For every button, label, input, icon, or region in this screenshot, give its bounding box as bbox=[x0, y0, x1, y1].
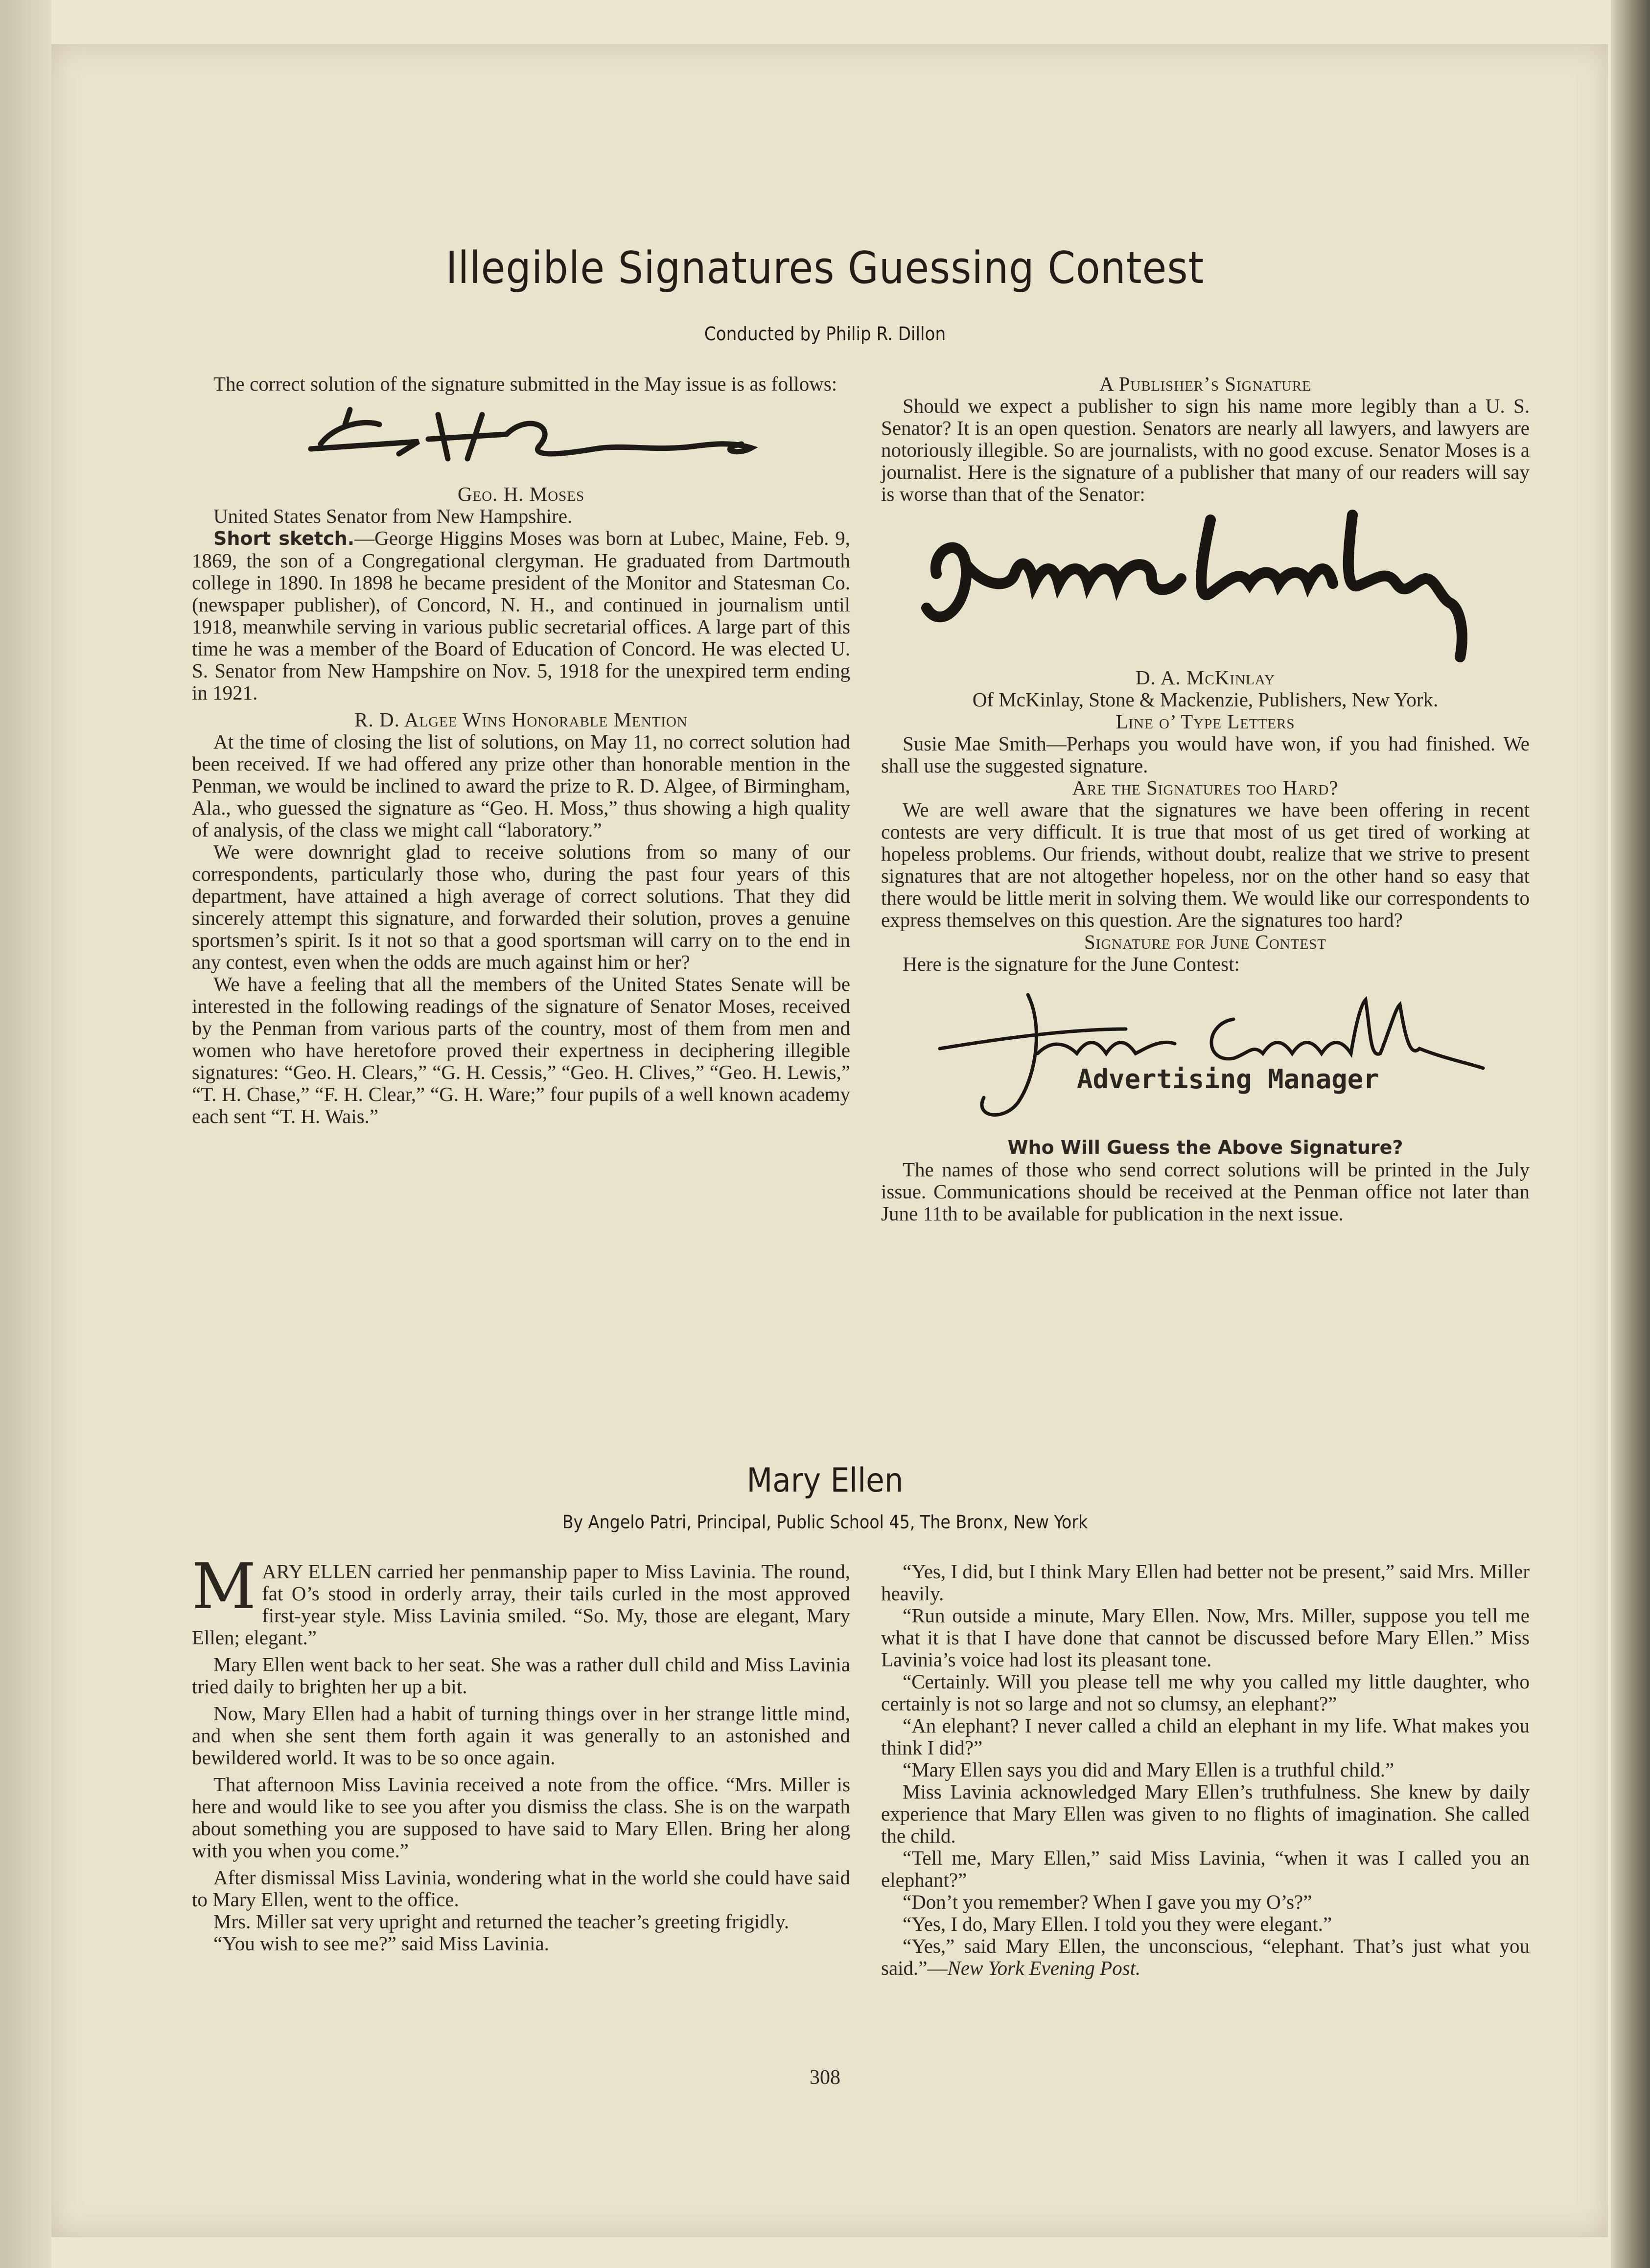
article-byline: Conducted by Philip R. Dillon bbox=[704, 323, 946, 345]
mckinlay-role: Of McKinlay, Stone & Mackenzie, Publishers, New York. bbox=[972, 688, 1439, 711]
moses-name: Geo. H. Moses bbox=[457, 483, 585, 505]
page-number: 308 bbox=[810, 2066, 840, 2089]
mary-ellen-r1: “Yes, I did, but I think Mary Ellen had better not be present,” said Mrs. Miller heavily. bbox=[881, 1560, 1530, 1605]
short-sketch-label: Short sketch. bbox=[213, 528, 355, 549]
mary-ellen-p2: Mary Ellen went back to her seat. She was a rather dull child and Miss Lavinia tried daily to brighten her up a bit. bbox=[192, 1653, 850, 1698]
drop-cap: M bbox=[192, 1550, 256, 1623]
mary-ellen-left-column bbox=[192, 1550, 850, 1955]
mckinlay-name: D. A. McKinlay bbox=[1136, 666, 1275, 689]
mary-ellen-r4: “An elephant? I never called a child an elephant in my life. What makes you think I did?” bbox=[881, 1714, 1530, 1759]
moses-role: United States Senator from New Hampshire. bbox=[213, 505, 573, 527]
mckinlay-signature-image bbox=[897, 505, 1514, 667]
who-will-guess-heading: Who Will Guess the Above Signature? bbox=[1007, 1137, 1403, 1158]
contest-right-column bbox=[881, 373, 1530, 1225]
algee-heading: R. D. Algee Wins Honorable Mention bbox=[354, 708, 688, 731]
line-o-type-paragraph: Susie Mae Smith—Perhaps you would have won, if you had finished. We shall use the suggested signature. bbox=[881, 732, 1530, 777]
too-hard-heading: Are the Signatures too Hard? bbox=[1072, 776, 1339, 799]
mary-ellen-p1: ARY ELLEN carried her penmanship paper to Miss Lavinia. The round, fat O’s stood in orderly array, their tails curled in the most approved first-year style. Miss Lavinia smiled. “So. My, those are elegant, Mary Ellen; elegant.” bbox=[192, 1560, 850, 1649]
algee-paragraph: At the time of closing the list of solutions, on May 11, no correct solution had been received. If we had offered any prize other than honorable mention in the Penman, we would be inclined to award the prize to R. D. Algee, of Birmingham, Ala., who guessed the signature as “Geo. H. Moss,” thus showing a high quality of analysis, of the class we might call “laboratory.” bbox=[192, 730, 850, 841]
intro-paragraph: The correct solution of the signature submitted in the May issue is as follows: bbox=[213, 373, 837, 395]
mary-ellen-p4: That afternoon Miss Lavinia received a note from the office. “Mrs. Miller is here and would like to see you after you dismiss the class. She is on the warpath about something you are supposed to have said to Mary Ellen. Bring her along with you when you come.” bbox=[192, 1773, 850, 1862]
names-paragraph: The names of those who send correct solutions will be printed in the July issue. Communications should be received at the Penman office not later than June 11th to be available for publication in the next issue. bbox=[881, 1158, 1530, 1225]
mary-ellen-r7: “Tell me, Mary Ellen,” said Miss Lavinia, “when it was I called you an elephant?” bbox=[881, 1847, 1530, 1891]
moses-signature-image bbox=[252, 395, 790, 483]
mary-ellen-r9: “Yes, I do, Mary Ellen. I told you they were elegant.” bbox=[903, 1913, 1332, 1935]
article-title: Illegible Signatures Guessing Contest bbox=[445, 242, 1205, 294]
mary-ellen-p3: Now, Mary Ellen had a habit of turning things over in her strange little mind, and when she sent them forth again it was generally to an astonished and bewildered world. It was to be so once again. bbox=[192, 1702, 850, 1769]
mary-ellen-byline: By Angelo Patri, Principal, Public School 45, The Bronx, New York bbox=[562, 1512, 1088, 1533]
source-credit: New York Evening Post. bbox=[947, 1957, 1141, 1979]
june-signature-block bbox=[881, 975, 1530, 1137]
publisher-heading: A Publisher’s Signature bbox=[1099, 373, 1311, 395]
mary-ellen-title: Mary Ellen bbox=[746, 1461, 904, 1500]
senate-readings-paragraph: We have a feeling that all the members of the United States Senate will be interested in the following readings of the signature of Senator Moses, received by the Penman from various parts of the country, most of them from men and women who have heretofore proved their expertness in deciphering illegible signatures: “Geo. H. Clears,” “G. H. Cessis,” “Geo. H. Clives,” “Geo. H. Lewis,” “T. H. Chase,” “F. H. Clear,” “G. H. Ware;” four pupils of a well known academy each sent “T. H. Wais.” bbox=[192, 973, 850, 1127]
mary-ellen-r5: “Mary Ellen says you did and Mary Ellen is a truthful child.” bbox=[903, 1758, 1394, 1781]
too-hard-paragraph: We are well aware that the signatures we have been offering in recent contests are very difficult. It is true that most of us get tired of working at hopeless problems. Our friends, without doubt, realize that we strive to present signatures that are not altogether hopeless, nor on the other hand so easy that there would be little merit in solving them. We would like our correspondents to express themselves on this question. Are the signatures too hard? bbox=[881, 798, 1530, 931]
mary-ellen-r3: “Certainly. Will you please tell me why you called my little daughter, who certainly is not so large and not so clumsy, an elephant?” bbox=[881, 1670, 1530, 1715]
publisher-paragraph: Should we expect a publisher to sign his name more legibly than a U. S. Senator? It is an open question. Senators are nearly all lawyers, and lawyers are notoriously illegible. So are journalists, with no good excuse. Senator Moses is a journalist. Here is the signature of a publisher that many of our readers will say is worse than that of the Senator: bbox=[881, 395, 1530, 505]
june-contest-paragraph: Here is the signature for the June Contest: bbox=[903, 953, 1240, 975]
advertising-manager-caption: Advertising Manager bbox=[1077, 1064, 1379, 1095]
june-signature-image bbox=[930, 975, 1527, 1137]
mary-ellen-r10: “Yes,” said Mary Ellen, the unconscious, “elephant. That’s just what you said.”— bbox=[881, 1935, 1530, 1979]
line-o-type-heading: Line o’ Type Letters bbox=[1115, 710, 1295, 733]
june-contest-heading: Signature for June Contest bbox=[1084, 931, 1326, 953]
mary-ellen-r2: “Run outside a minute, Mary Ellen. Now, Mrs. Miller, suppose you tell me what it is that I have done that cannot be discussed before Mary Ellen.” Miss Lavinia’s voice had lost its pleasant tone. bbox=[881, 1604, 1530, 1671]
mary-ellen-p5: After dismissal Miss Lavinia, wondering what in the world she could have said to Mary Ellen, went to the office. bbox=[192, 1866, 850, 1911]
mary-ellen-right-column bbox=[881, 1561, 1530, 1979]
glad-paragraph: We were downright glad to receive solutions from so many of our correspondents, particularly those who, during the past four years of this department, have attained a high average of correct solutions. That they did sincerely attempt this signature, and forwarded their solution, proves a genuine sportsmen’s spirit. Is it not so that a good sportsman will carry on to the end in any contest, even when the odds are much against him or her? bbox=[192, 841, 850, 973]
mary-ellen-p7: “You wish to see me?” said Miss Lavinia. bbox=[213, 1932, 549, 1955]
contest-left-column bbox=[192, 373, 850, 1127]
mary-ellen-p6: Mrs. Miller sat very upright and returned the teacher’s greeting frigidly. bbox=[213, 1910, 790, 1933]
mary-ellen-r8: “Don’t you remember? When I gave you my O’s?” bbox=[903, 1891, 1312, 1913]
short-sketch-text: —George Higgins Moses was born at Lubec, Maine, Feb. 9, 1869, the son of a Congregational clergyman. He graduated from Dartmouth college in 1890. In 1898 he became president of the Monitor and Statesman Co. (newspaper publisher), of Concord, N. H., and continued in journalism until 1918, meanwhile serving in various public secretarial offices. A large part of this time he was a member of the Board of Education of Concord. He was elected U. S. Senator from New Hampshire on Nov. 5, 1918 for the unexpired term ending in 1921. bbox=[192, 527, 851, 704]
mary-ellen-r6: Miss Lavinia acknowledged Mary Ellen’s truthfulness. She knew by daily experience that Mary Ellen was given to no flights of imagination. She called the child. bbox=[881, 1780, 1530, 1847]
